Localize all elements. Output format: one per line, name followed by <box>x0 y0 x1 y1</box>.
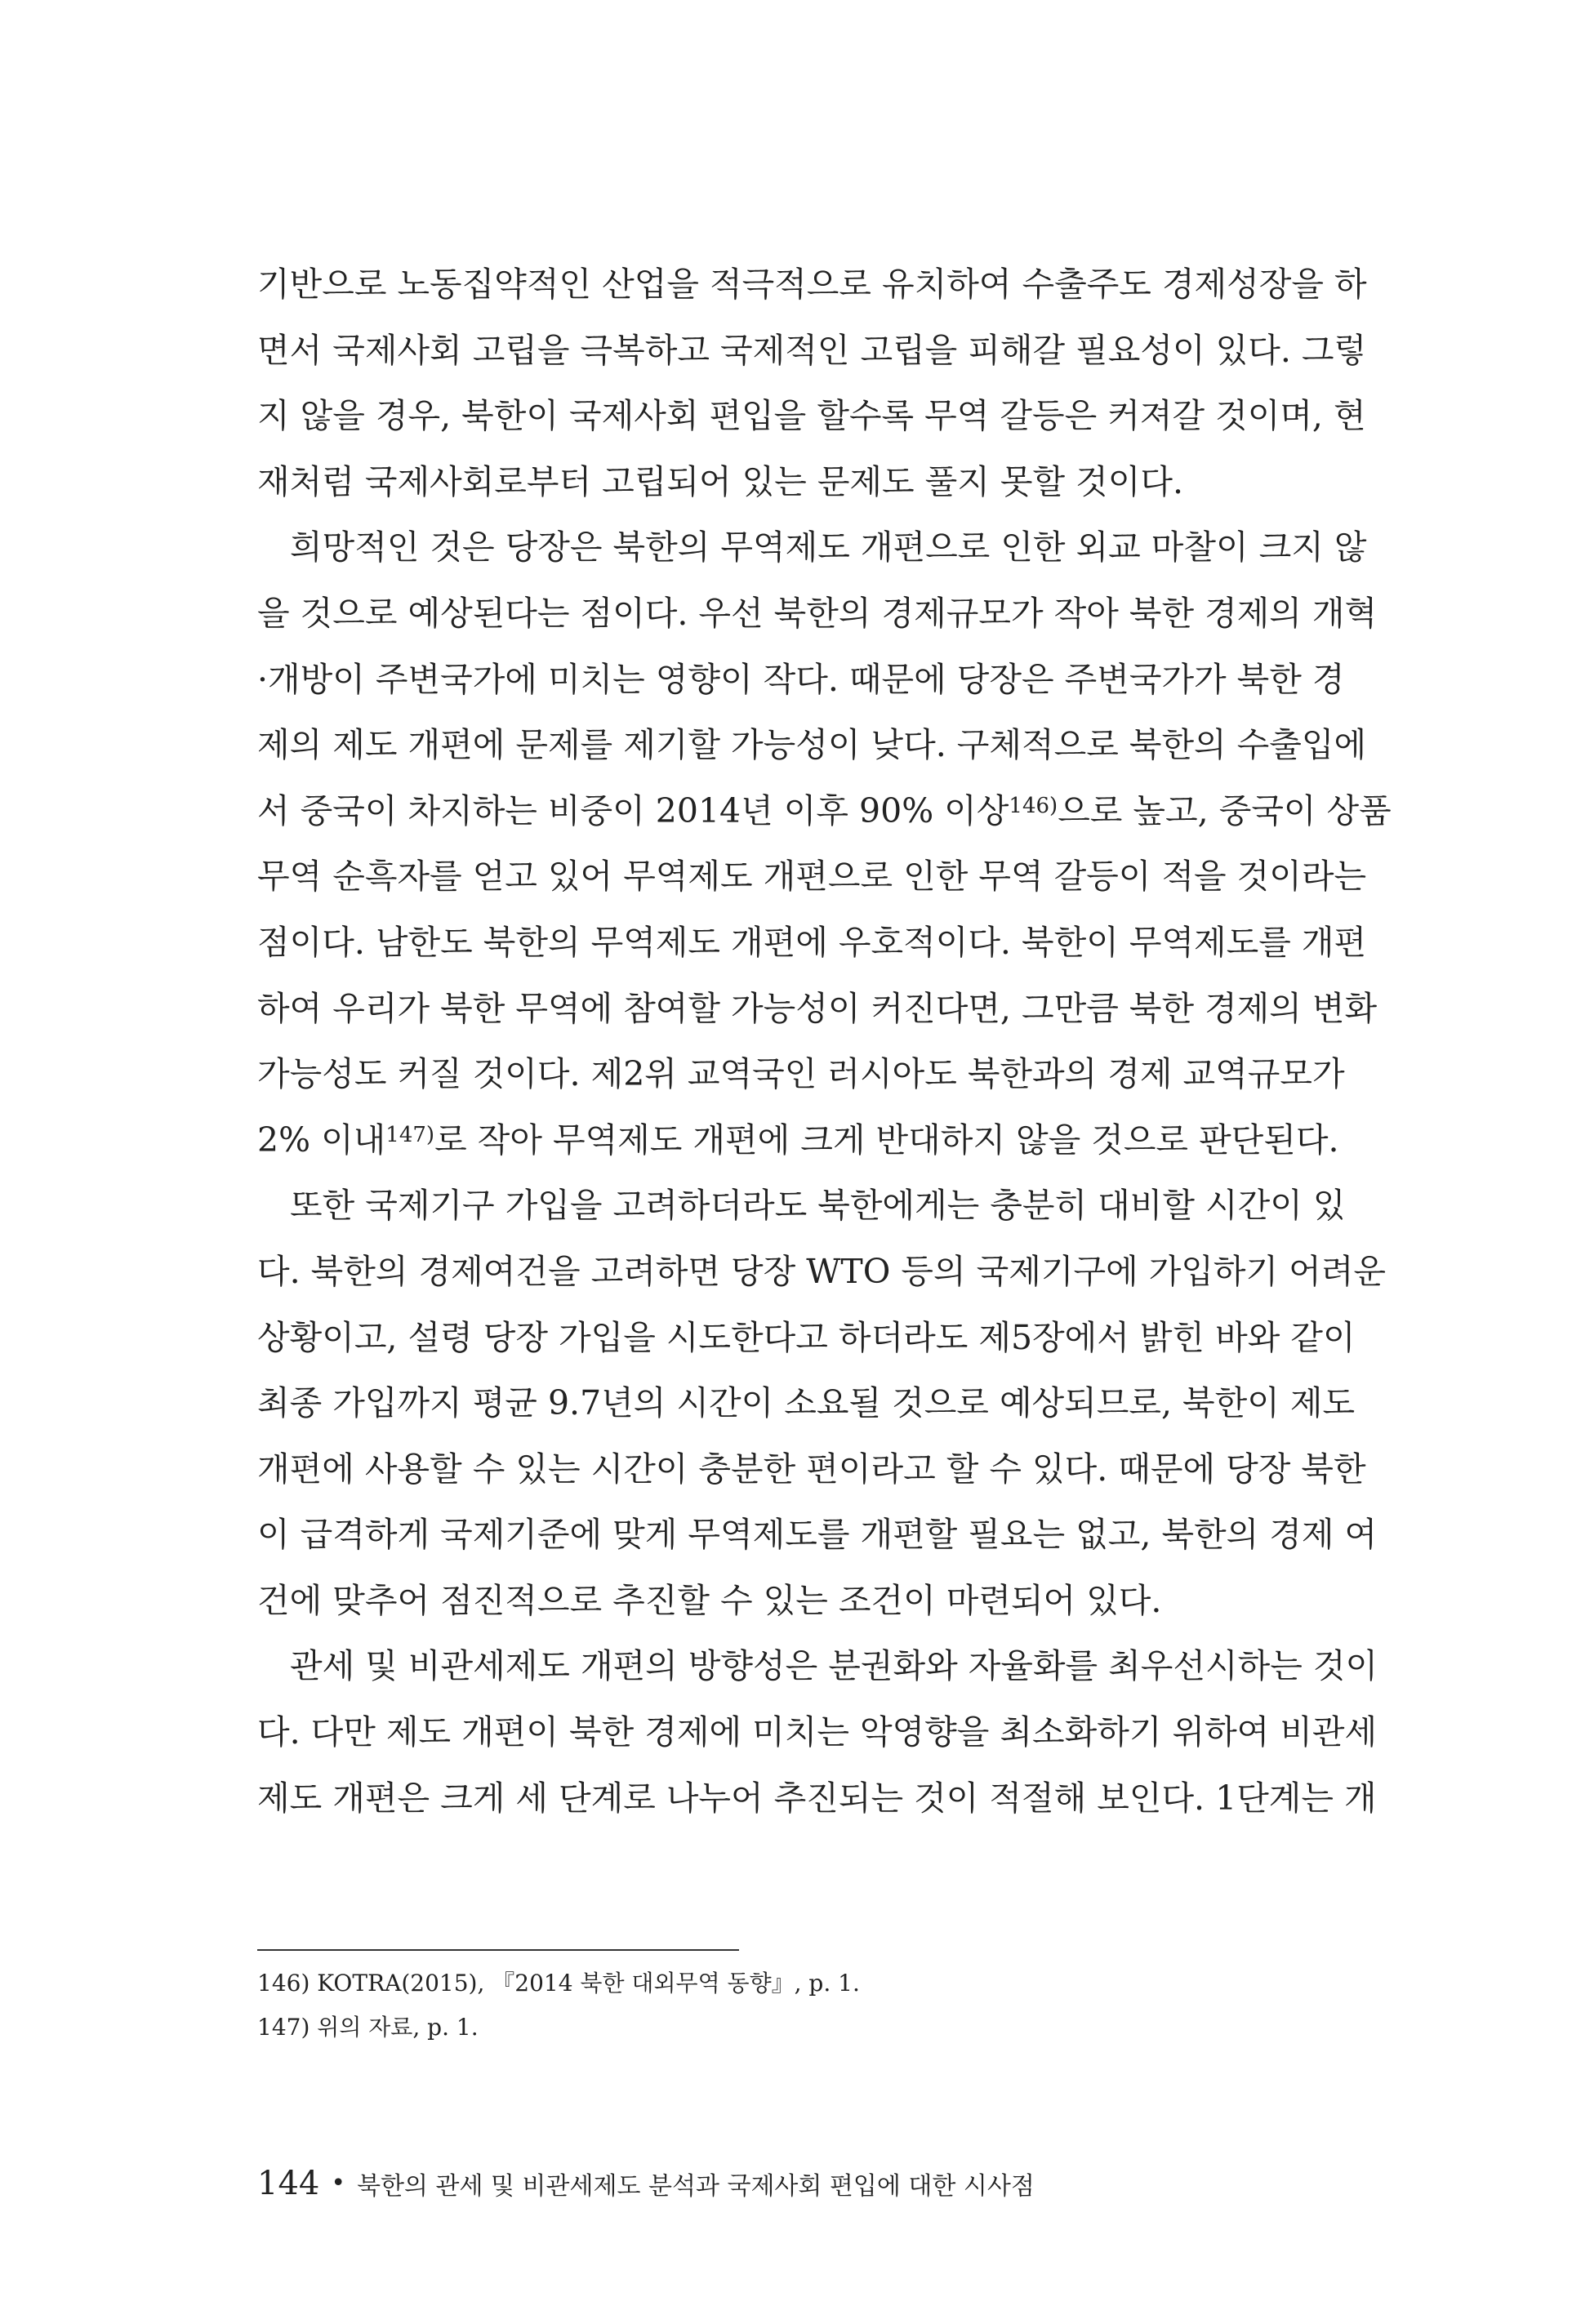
body-line: 건에 맞추어 점진적으로 추진할 수 있는 조건이 마련되어 있다. <box>257 1580 1162 1620</box>
footnote-divider <box>257 1949 739 1951</box>
body-text <box>257 252 1392 1831</box>
body-line-segment: 2% 이내 <box>257 1120 386 1160</box>
body-line: ·개방이 주변국가에 미치는 영향이 작다. 때문에 당장은 주변국가가 북한 경 <box>257 659 1345 699</box>
footer-separator: • <box>331 2169 346 2197</box>
body-line: 이 급격하게 국제기준에 맞게 무역제도를 개편할 필요는 없고, 북한의 경제 여 <box>257 1515 1378 1555</box>
body-line: 제의 제도 개편에 문제를 제기할 가능성이 낮다. 구체적으로 북한의 수출입에 <box>257 725 1367 765</box>
body-line: 개편에 사용할 수 있는 시간이 충분한 편이라고 할 수 있다. 때문에 당장 북한 <box>257 1449 1366 1489</box>
body-line: 재처럼 국제사회로부터 고립되어 있는 문제도 풀지 못할 것이다. <box>257 461 1184 501</box>
body-line: 최종 가입까지 평균 9.7년의 시간이 소요될 것으로 예상되므로, 북한이 제도 <box>257 1383 1356 1423</box>
body-line-segment: 로 작아 무역제도 개편에 크게 반대하지 않을 것으로 판단된다. <box>434 1120 1339 1160</box>
footnote-reference-147: 147) <box>385 1122 435 1147</box>
body-line: 다. 다만 제도 개편이 북한 경제에 미치는 악영향을 최소화하기 위하여 비관세 <box>257 1712 1378 1752</box>
body-line: 제도 개편은 크게 세 단계로 나누어 추진되는 것이 적절해 보인다. 1단계는 개 <box>257 1778 1377 1818</box>
body-line-segment: 서 중국이 차지하는 비중이 2014년 이후 90% 이상 <box>257 790 1009 830</box>
body-line: 기반으로 노동집약적인 산업을 적극적으로 유치하여 수출주도 경제성장을 하 <box>257 265 1367 304</box>
body-line: 점이다. 남한도 북한의 무역제도 개편에 우호적이다. 북한이 무역제도를 개편 <box>257 922 1367 962</box>
body-line-segment: 으로 높고, 중국이 상품 <box>1058 790 1392 830</box>
body-line: 다. 북한의 경제여건을 고려하면 당장 WTO 등의 국제기구에 가입하기 어려운 <box>257 1251 1386 1291</box>
body-line: 상황이고, 설령 당장 가입을 시도한다고 하더라도 제5장에서 밝힌 바와 같이 <box>257 1317 1356 1357</box>
body-line: 하여 우리가 북한 무역에 참여할 가능성이 커진다면, 그만큼 북한 경제의 변화 <box>257 988 1378 1028</box>
footnotes <box>257 1961 1317 2050</box>
paragraph-first-line: 관세 및 비관세제도 개편의 방향성은 분권화와 자율화를 최우선시하는 것이 <box>290 1646 1378 1686</box>
body-line-with-footnote <box>257 1107 1339 1173</box>
page-number: 144 <box>257 2165 320 2202</box>
footnote-reference-146: 146) <box>1009 793 1058 818</box>
footnote-146: 146) KOTRA(2015), 『2014 북한 대외무역 동향』, p. 1. <box>257 1970 860 1997</box>
body-line-with-footnote <box>257 778 1392 844</box>
body-line: 면서 국제사회 고립을 극복하고 국제적인 고립을 피해갈 필요성이 있다. 그렇 <box>257 330 1367 370</box>
body-line: 가능성도 커질 것이다. 제2위 교역국인 러시아도 북한과의 경제 교역규모가 <box>257 1054 1345 1094</box>
footnote-147: 147) 위의 자료, p. 1. <box>257 2014 479 2041</box>
body-line: 무역 순흑자를 얻고 있어 무역제도 개편으로 인한 무역 갈등이 적을 것이라는 <box>257 857 1367 897</box>
paragraph-first-line: 또한 국제기구 가입을 고려하더라도 북한에게는 충분히 대비할 시간이 있 <box>290 1186 1346 1226</box>
body-line: 을 것으로 예상된다는 점이다. 우선 북한의 경제규모가 작아 북한 경제의 개혁 <box>257 593 1378 633</box>
page-footer <box>257 2159 1035 2215</box>
body-line: 지 않을 경우, 북한이 국제사회 편입을 할수록 무역 갈등은 커져갈 것이며, 현 <box>257 396 1366 436</box>
paragraph-first-line: 희망적인 것은 당장은 북한의 무역제도 개편으로 인한 외교 마찰이 크지 않 <box>290 528 1367 568</box>
running-title: 북한의 관세 및 비관세제도 분석과 국제사회 편입에 대한 시사점 <box>357 2172 1035 2201</box>
